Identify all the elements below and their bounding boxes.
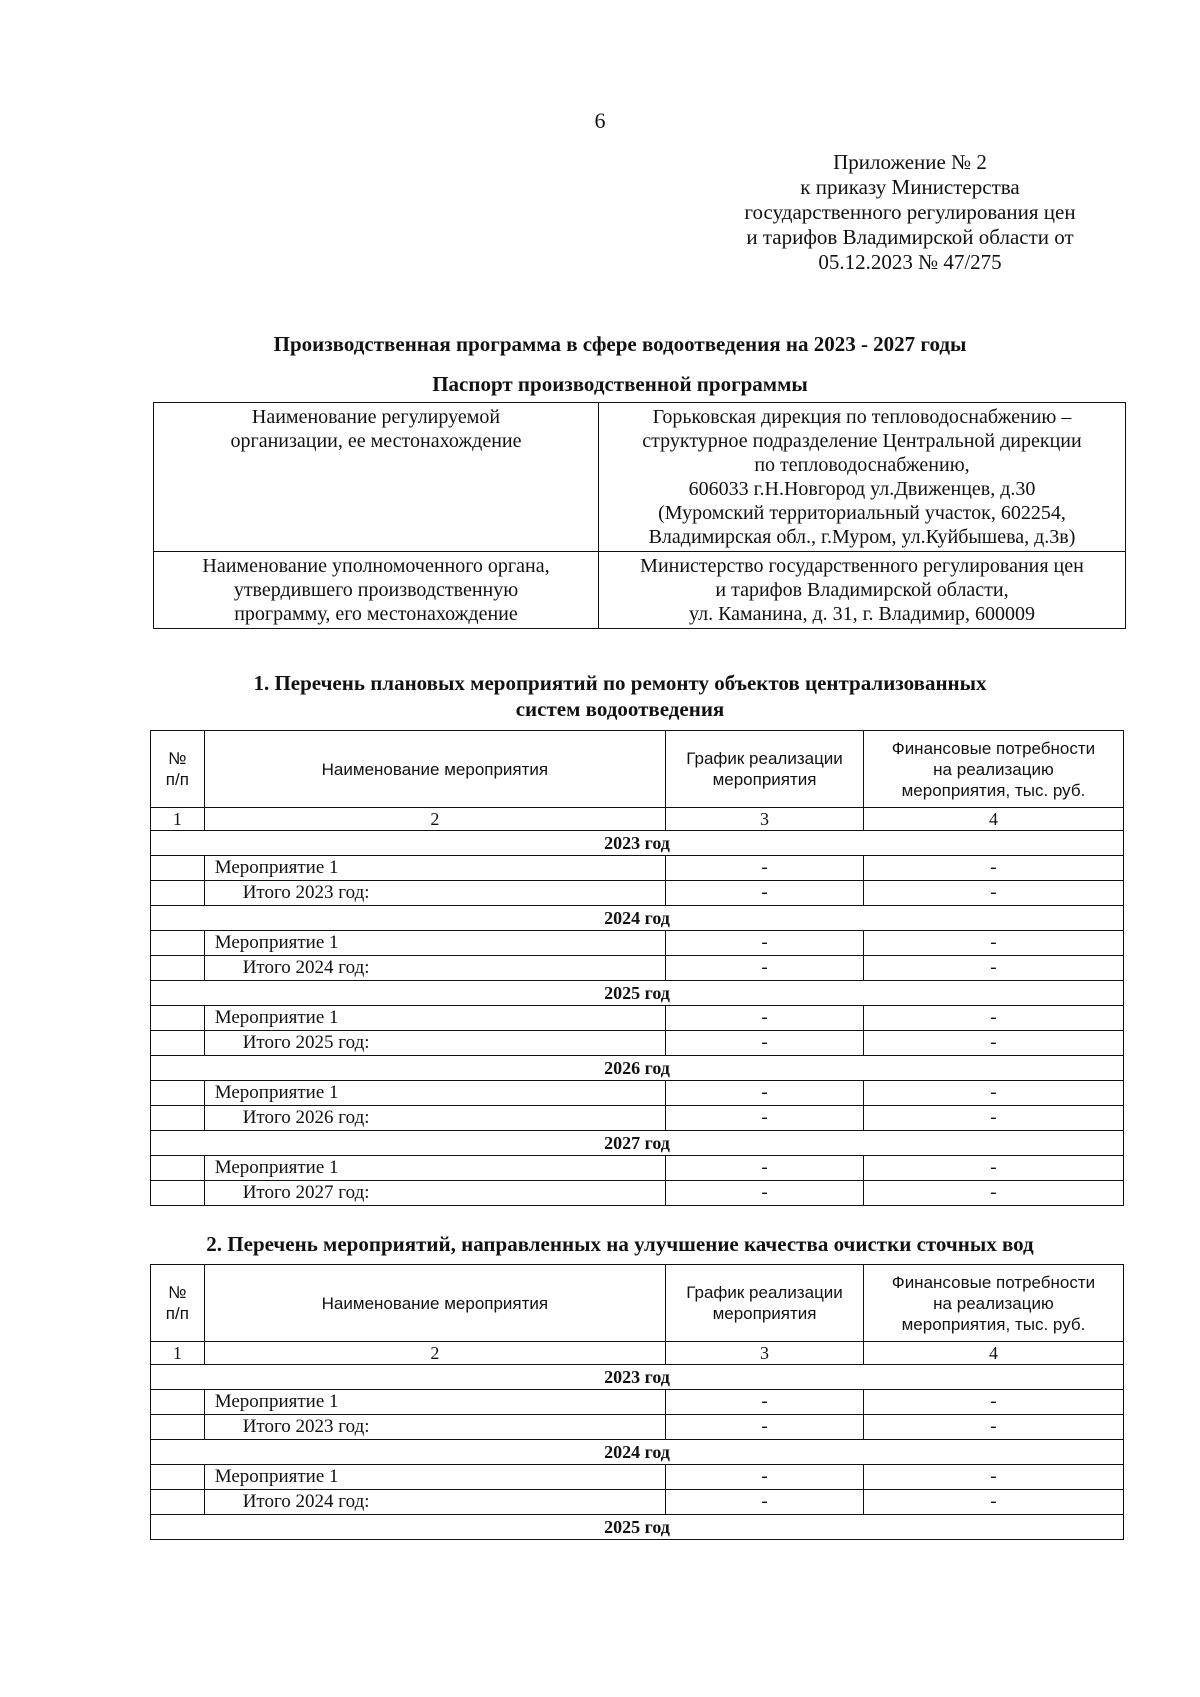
section2-title: 2. Перечень мероприятий, направленных на улучшение качества очистки сточных вод	[206, 1232, 1034, 1256]
passport-label-line: программу, его местонахождение	[234, 603, 518, 625]
passport-label-line: организации, ее местонахождение	[230, 430, 522, 452]
year-label: 2024 год	[151, 906, 1124, 931]
header-schedule-line: мероприятия	[712, 1304, 817, 1323]
appendix-block	[700, 150, 1120, 275]
schedule-value: -	[666, 856, 864, 881]
column-index: 2	[204, 808, 665, 831]
row-num	[151, 881, 205, 906]
header-num-line: №	[168, 1283, 187, 1302]
row-num	[151, 1390, 205, 1415]
repair-plan-table	[150, 730, 1124, 1206]
row-num	[151, 1156, 205, 1181]
header-schedule	[666, 1265, 864, 1342]
column-index-row	[151, 1342, 1124, 1365]
header-schedule-line: График реализации	[686, 749, 843, 768]
total-label: Итого 2023 год:	[204, 881, 665, 906]
row-num	[151, 1006, 205, 1031]
passport-label-line: Наименование уполномоченного органа,	[202, 555, 550, 577]
section1-title-line: систем водоотведения	[515, 697, 725, 721]
passport-label-cell	[154, 403, 599, 552]
passport-value-line: Министерство государственного регулирования цен	[640, 555, 1084, 577]
column-index: 1	[151, 808, 205, 831]
main-title: Производственная программа в сфере водоотведения на 2023 - 2027 годы	[273, 332, 967, 356]
total-row	[151, 881, 1124, 906]
schedule-value: -	[666, 1390, 864, 1415]
header-schedule-line: График реализации	[686, 1283, 843, 1302]
year-label: 2023 год	[151, 831, 1124, 856]
finance-value: -	[863, 1490, 1123, 1515]
total-row	[151, 1181, 1124, 1206]
table-row	[151, 1156, 1124, 1181]
finance-value: -	[863, 1181, 1123, 1206]
schedule-value: -	[666, 1490, 864, 1515]
table-row	[151, 1390, 1124, 1415]
passport-label-line: утвердившего производственную	[233, 579, 519, 601]
finance-value: -	[863, 1156, 1123, 1181]
activity-name: Мероприятие 1	[204, 1465, 665, 1490]
column-index: 4	[863, 808, 1123, 831]
total-row	[151, 956, 1124, 981]
activity-name: Мероприятие 1	[204, 856, 665, 881]
total-row	[151, 1031, 1124, 1056]
column-index: 1	[151, 1342, 205, 1365]
total-row	[151, 1490, 1124, 1515]
year-label: 2025 год	[151, 981, 1124, 1006]
row-num	[151, 1415, 205, 1440]
header-finance-line: Финансовые потребности	[891, 738, 1096, 758]
passport-value-line: (Муромский территориальный участок, 602254,	[658, 502, 1066, 524]
total-label: Итого 2026 год:	[204, 1106, 665, 1131]
appendix-line: 05.12.2023 № 47/275	[818, 250, 1002, 274]
finance-value: -	[863, 881, 1123, 906]
header-num	[151, 1265, 205, 1342]
header-name: Наименование мероприятия	[204, 731, 665, 808]
schedule-value: -	[666, 1106, 864, 1131]
column-index: 2	[204, 1342, 665, 1365]
appendix-line: к приказу Министерства	[800, 175, 1020, 199]
total-row	[151, 1415, 1124, 1440]
activity-name: Мероприятие 1	[204, 1081, 665, 1106]
passport-label-line: Наименование регулируемой	[251, 406, 501, 428]
activity-name: Мероприятие 1	[204, 1390, 665, 1415]
year-row	[151, 1515, 1124, 1540]
header-num-line: п/п	[165, 1304, 189, 1323]
activity-name: Мероприятие 1	[204, 931, 665, 956]
total-label: Итого 2024 год:	[204, 956, 665, 981]
row-num	[151, 1081, 205, 1106]
table-row	[151, 856, 1124, 881]
passport-label-cell	[154, 552, 599, 629]
schedule-value: -	[666, 956, 864, 981]
table-header-row	[151, 731, 1124, 808]
passport-value-line: и тарифов Владимирской области,	[715, 579, 1009, 601]
passport-value-line: ул. Каманина, д. 31, г. Владимир, 600009	[689, 603, 1035, 625]
header-finance-line: мероприятия, тыс. руб.	[901, 780, 1086, 800]
header-finance-line: на реализацию	[933, 1293, 1054, 1313]
column-index-row	[151, 808, 1124, 831]
row-num	[151, 1031, 205, 1056]
year-row	[151, 906, 1124, 931]
passport-title: Паспорт производственной программы	[432, 372, 808, 396]
header-num-line: №	[168, 749, 187, 768]
total-label: Итого 2027 год:	[204, 1181, 665, 1206]
row-num	[151, 1465, 205, 1490]
passport-value-line: по тепловодоснабжению,	[754, 454, 970, 476]
header-finance-line: на реализацию	[933, 759, 1054, 779]
finance-value: -	[863, 1006, 1123, 1031]
row-num	[151, 856, 205, 881]
schedule-value: -	[666, 881, 864, 906]
schedule-value: -	[666, 1465, 864, 1490]
header-finance	[863, 1265, 1123, 1342]
header-name: Наименование мероприятия	[204, 1265, 665, 1342]
section1-title	[140, 670, 1100, 722]
finance-value: -	[863, 1415, 1123, 1440]
passport-value-cell	[599, 403, 1126, 552]
year-row	[151, 981, 1124, 1006]
header-num-line: п/п	[165, 770, 189, 789]
finance-value: -	[863, 856, 1123, 881]
activity-name: Мероприятие 1	[204, 1006, 665, 1031]
section1-title-line: 1. Перечень плановых мероприятий по ремонту объектов централизованных	[253, 671, 987, 695]
row-num	[151, 1490, 205, 1515]
finance-value: -	[863, 1390, 1123, 1415]
year-label: 2025 год	[151, 1515, 1124, 1540]
finance-value: -	[863, 1465, 1123, 1490]
table-row	[151, 1006, 1124, 1031]
treatment-quality-table	[150, 1264, 1124, 1540]
appendix-line: Приложение № 2	[833, 150, 987, 174]
passport-value-line: Владимирская обл., г.Муром, ул.Куйбышева, д.3в)	[648, 526, 1076, 548]
passport-value-cell	[599, 552, 1126, 629]
year-row	[151, 1365, 1124, 1390]
row-num	[151, 1106, 205, 1131]
table-header-row	[151, 1265, 1124, 1342]
total-label: Итого 2025 год:	[204, 1031, 665, 1056]
header-schedule-line: мероприятия	[712, 770, 817, 789]
header-finance-line: Финансовые потребности	[891, 1272, 1096, 1292]
passport-value-line: 606033 г.Н.Новгород ул.Движенцев, д.30	[688, 478, 1036, 500]
finance-value: -	[863, 1081, 1123, 1106]
passport-row	[154, 403, 1126, 552]
year-row	[151, 1131, 1124, 1156]
finance-value: -	[863, 931, 1123, 956]
passport-value-line: структурное подразделение Центральной дирекции	[642, 430, 1082, 452]
table-row	[151, 1465, 1124, 1490]
schedule-value: -	[666, 931, 864, 956]
finance-value: -	[863, 956, 1123, 981]
schedule-value: -	[666, 1181, 864, 1206]
total-row	[151, 1106, 1124, 1131]
schedule-value: -	[666, 1081, 864, 1106]
appendix-line: государственного регулирования цен	[744, 200, 1076, 224]
column-index: 3	[666, 1342, 864, 1365]
total-label: Итого 2024 год:	[204, 1490, 665, 1515]
passport-row	[154, 552, 1126, 629]
row-num	[151, 1181, 205, 1206]
schedule-value: -	[666, 1156, 864, 1181]
header-schedule	[666, 731, 864, 808]
column-index: 4	[863, 1342, 1123, 1365]
row-num	[151, 931, 205, 956]
passport-table	[153, 402, 1126, 629]
year-label: 2024 год	[151, 1440, 1124, 1465]
header-num	[151, 731, 205, 808]
year-label: 2027 год	[151, 1131, 1124, 1156]
total-label: Итого 2023 год:	[204, 1415, 665, 1440]
year-label: 2023 год	[151, 1365, 1124, 1390]
finance-value: -	[863, 1031, 1123, 1056]
schedule-value: -	[666, 1031, 864, 1056]
schedule-value: -	[666, 1006, 864, 1031]
activity-name: Мероприятие 1	[204, 1156, 665, 1181]
appendix-line: и тарифов Владимирской области от	[746, 225, 1074, 249]
schedule-value: -	[666, 1415, 864, 1440]
page-number: 6	[594, 108, 606, 133]
table-row	[151, 1081, 1124, 1106]
passport-value-line: Горьковская дирекция по тепловодоснабжению –	[652, 406, 1072, 428]
table-row	[151, 931, 1124, 956]
header-finance-line: мероприятия, тыс. руб.	[901, 1314, 1086, 1334]
year-label: 2026 год	[151, 1056, 1124, 1081]
column-index: 3	[666, 808, 864, 831]
year-row	[151, 1056, 1124, 1081]
year-row	[151, 831, 1124, 856]
header-finance	[863, 731, 1123, 808]
row-num	[151, 956, 205, 981]
year-row	[151, 1440, 1124, 1465]
finance-value: -	[863, 1106, 1123, 1131]
